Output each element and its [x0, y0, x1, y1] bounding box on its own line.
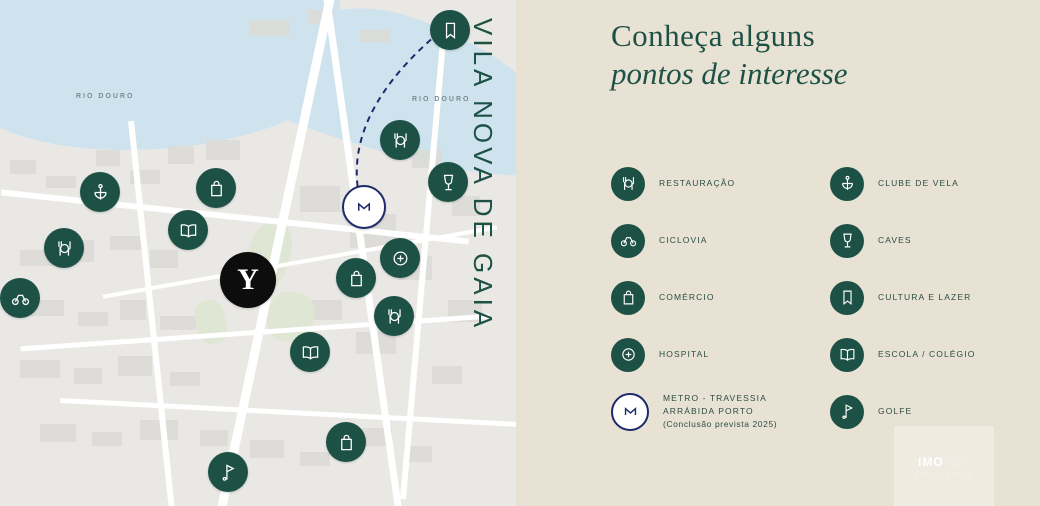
- legend-item-hospital[interactable]: [611, 326, 812, 383]
- map-pin-caves[interactable]: [428, 162, 468, 202]
- map-pin-metro[interactable]: [342, 185, 386, 229]
- brand-tagline: REAL ESTATE: [914, 471, 974, 478]
- legend-item-clube-de-vela[interactable]: [830, 155, 1031, 212]
- hospital-icon: [611, 338, 645, 372]
- legend-label: ESCOLA / COLÉGIO: [878, 349, 976, 360]
- legend-label: METRO - TRAVESSIA ARRÁBIDA PORTO: [663, 393, 767, 417]
- legend-label: CAVES: [878, 235, 912, 246]
- cultura-icon: [830, 281, 864, 315]
- panel-title: [611, 18, 1031, 92]
- legend-label-metro: [663, 392, 812, 430]
- map-pin-restauracao[interactable]: [380, 120, 420, 160]
- restauracao-icon: [55, 239, 74, 258]
- brand-name-part2: JOY: [943, 454, 970, 469]
- caves-icon: [830, 224, 864, 258]
- river-label: RIO DOURO: [76, 93, 135, 100]
- restauracao-icon: [391, 131, 410, 150]
- map-pin-escola[interactable]: [290, 332, 330, 372]
- metro-icon: [611, 393, 649, 431]
- map-pin-escola[interactable]: [168, 210, 208, 250]
- legend-list: [611, 155, 1031, 440]
- golfe-icon: [830, 395, 864, 429]
- legend-item-restauracao[interactable]: [611, 155, 812, 212]
- ciclovia-icon: [11, 289, 30, 308]
- map-pin-cultura[interactable]: [430, 10, 470, 50]
- map-pin-restauracao[interactable]: [374, 296, 414, 336]
- brand-name-part1: IMO: [917, 454, 944, 469]
- legend-item-metro[interactable]: [611, 383, 812, 440]
- comercio-icon: [347, 269, 366, 288]
- legend-label: RESTAURAÇÃO: [659, 178, 736, 189]
- legend-label: CICLOVIA: [659, 235, 708, 246]
- map-pin-hospital[interactable]: [380, 238, 420, 278]
- region-label: VILA NOVA DE GAIA: [468, 18, 498, 332]
- panel-title-line1: Conheça alguns: [611, 18, 816, 53]
- map-panel[interactable]: [0, 0, 516, 506]
- escola-icon: [179, 221, 198, 240]
- comercio-icon: [207, 179, 226, 198]
- legend-sublabel: (Conclusão prevista 2025): [663, 418, 778, 429]
- legend-label: HOSPITAL: [659, 349, 710, 360]
- restauracao-icon: [611, 167, 645, 201]
- map-pin-comercio[interactable]: [326, 422, 366, 462]
- caves-icon: [439, 173, 458, 192]
- legend-item-ciclovia[interactable]: [611, 212, 812, 269]
- cultura-icon: [441, 21, 460, 40]
- restauracao-icon: [385, 307, 404, 326]
- clube-de-vela-icon: [830, 167, 864, 201]
- ciclovia-icon: [611, 224, 645, 258]
- comercio-icon: [337, 433, 356, 452]
- logo-mark: Y: [237, 263, 259, 296]
- legend-label: COMÉRCIO: [659, 292, 715, 303]
- brand-name: [918, 455, 970, 469]
- map-pin-comercio[interactable]: [336, 258, 376, 298]
- map-pin-project-logo[interactable]: [220, 252, 276, 308]
- map-pin-golfe[interactable]: [208, 452, 248, 492]
- legend-label: CLUBE DE VELA: [878, 178, 959, 189]
- clube-de-vela-icon: [91, 183, 110, 202]
- legend-item-escola-colegio[interactable]: [830, 326, 1031, 383]
- river-label: RIO DOURO: [412, 96, 471, 103]
- golfe-icon: [219, 463, 238, 482]
- legend-item-caves[interactable]: [830, 212, 1031, 269]
- escola-icon: [301, 343, 320, 362]
- brand-logo: [894, 426, 994, 506]
- legend-panel: [516, 0, 1040, 506]
- map-pin-restauracao[interactable]: [44, 228, 84, 268]
- map-pin-clube-de-vela[interactable]: [80, 172, 120, 212]
- map-pin-ciclovia[interactable]: [0, 278, 40, 318]
- legend-item-cultura-e-lazer[interactable]: [830, 269, 1031, 326]
- escola-icon: [830, 338, 864, 372]
- hospital-icon: [391, 249, 410, 268]
- map-pin-comercio[interactable]: [196, 168, 236, 208]
- metro-icon: [355, 198, 373, 216]
- legend-item-comercio[interactable]: [611, 269, 812, 326]
- comercio-icon: [611, 281, 645, 315]
- legend-label: GOLFE: [878, 406, 913, 417]
- panel-title-line2: pontos de interesse: [611, 56, 848, 91]
- legend-label: CULTURA E LAZER: [878, 292, 972, 303]
